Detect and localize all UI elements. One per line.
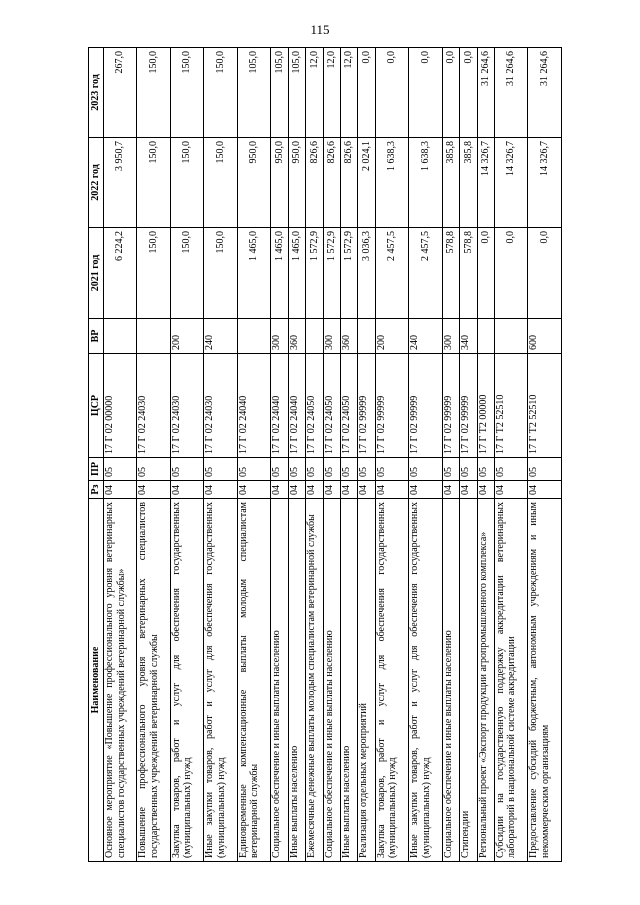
cell-pr: 05: [528, 458, 562, 481]
cell-2021: 1 572,9: [323, 228, 340, 319]
cell-csr: 17 Г 02 99999: [409, 354, 442, 458]
cell-2022: 385,8: [442, 138, 459, 228]
table-row: [104, 48, 137, 862]
cell-2022: 14 326,7: [528, 138, 562, 228]
cell-2021: 150,0: [137, 228, 170, 319]
cell-name: Ежемесячные денежные выплаты молодым специалистам ветеринарной службы: [306, 499, 323, 862]
cell-2023: 150,0: [170, 48, 203, 138]
cell-vr: [494, 319, 527, 354]
cell-vr: 360: [340, 319, 357, 354]
table-row: [204, 48, 237, 862]
cell-2021: 0,0: [494, 228, 527, 319]
cell-rz: 04: [104, 481, 137, 499]
cell-2022: 2 024,1: [358, 138, 375, 228]
header-csr: ЦСР: [89, 354, 104, 458]
cell-name: Субсидии на государственную поддержку аккредитации ветеринарных лабораторий в национальной системе аккредитации: [494, 499, 527, 862]
cell-rz: 04: [477, 481, 494, 499]
cell-2021: 1 465,0: [237, 228, 270, 319]
header-2021: 2021 год: [89, 228, 104, 319]
cell-pr: 05: [375, 458, 408, 481]
cell-csr: 17 Г 02 24050: [340, 354, 357, 458]
cell-2022: 826,6: [340, 138, 357, 228]
table-row: [460, 48, 477, 862]
cell-2022: 150,0: [170, 138, 203, 228]
cell-vr: 200: [375, 319, 408, 354]
cell-name: Региональный проект «Экспорт продукции агропромышленного комплекса»: [477, 499, 494, 862]
page-number: 115: [310, 22, 330, 37]
cell-name: Социальное обеспечение и иные выплаты населению: [442, 499, 459, 862]
cell-2023: 12,0: [340, 48, 357, 138]
cell-2023: 150,0: [137, 48, 170, 138]
table-row: [170, 48, 203, 862]
cell-vr: 340: [460, 319, 477, 354]
cell-pr: 05: [288, 458, 305, 481]
cell-vr: [237, 319, 270, 354]
table-row: [237, 48, 270, 862]
cell-2023: 105,0: [237, 48, 270, 138]
table-row: [442, 48, 459, 862]
cell-2021: 578,8: [460, 228, 477, 319]
cell-name: Закупка товаров, работ и услуг для обеспечения государственных (муниципальных) нужд: [375, 499, 408, 862]
cell-2021: 1 572,9: [306, 228, 323, 319]
cell-vr: 300: [323, 319, 340, 354]
cell-pr: 05: [137, 458, 170, 481]
cell-2021: 0,0: [477, 228, 494, 319]
cell-2022: 1 638,3: [409, 138, 442, 228]
header-2023: 2023 год: [89, 48, 104, 138]
table-row: [288, 48, 305, 862]
cell-vr: [104, 319, 137, 354]
cell-2022: 826,6: [306, 138, 323, 228]
cell-pr: 05: [237, 458, 270, 481]
header-vr: ВР: [89, 319, 104, 354]
cell-2023: 150,0: [204, 48, 237, 138]
cell-2023: 105,0: [288, 48, 305, 138]
table-row: [137, 48, 170, 862]
cell-pr: 05: [271, 458, 288, 481]
cell-rz: 04: [137, 481, 170, 499]
cell-csr: 17 Г 02 99999: [460, 354, 477, 458]
cell-2022: 950,0: [288, 138, 305, 228]
table-row: [340, 48, 357, 862]
header-2022: 2022 год: [89, 138, 104, 228]
cell-vr: 300: [442, 319, 459, 354]
cell-2021: 1 465,0: [288, 228, 305, 319]
cell-rz: 04: [460, 481, 477, 499]
cell-rz: 04: [288, 481, 305, 499]
cell-name: Закупка товаров, работ и услуг для обеспечения государственных (муниципальных) нужд: [170, 499, 203, 862]
cell-name: Стипендии: [460, 499, 477, 862]
cell-2021: 0,0: [528, 228, 562, 319]
cell-2021: 150,0: [170, 228, 203, 319]
header-name: Наименование: [89, 499, 104, 862]
cell-2023: 267,0: [104, 48, 137, 138]
cell-csr: 17 Г 02 24040: [288, 354, 305, 458]
cell-2023: 12,0: [323, 48, 340, 138]
cell-name: Основное мероприятие «Повышение профессионального уровня ветеринарных специалистов государственных учреждений ветеринарной службы»: [104, 499, 137, 862]
cell-rz: 04: [494, 481, 527, 499]
cell-csr: 17 Г Т2 52510: [494, 354, 527, 458]
cell-2023: 0,0: [460, 48, 477, 138]
table-row: [375, 48, 408, 862]
cell-2022: 826,6: [323, 138, 340, 228]
cell-2022: 950,0: [237, 138, 270, 228]
cell-rz: 04: [442, 481, 459, 499]
cell-2021: 578,8: [442, 228, 459, 319]
header-rz: Рз: [89, 481, 104, 499]
cell-rz: 04: [409, 481, 442, 499]
cell-rz: 04: [358, 481, 375, 499]
cell-pr: 05: [477, 458, 494, 481]
cell-2022: 1 638,3: [375, 138, 408, 228]
cell-pr: 05: [409, 458, 442, 481]
cell-vr: 240: [204, 319, 237, 354]
cell-2023: 0,0: [409, 48, 442, 138]
cell-2023: 12,0: [306, 48, 323, 138]
cell-name: Иные выплаты населению: [340, 499, 357, 862]
cell-rz: 04: [528, 481, 562, 499]
cell-2023: 0,0: [358, 48, 375, 138]
cell-pr: 05: [204, 458, 237, 481]
cell-csr: 17 Г 02 24040: [237, 354, 270, 458]
cell-pr: 05: [306, 458, 323, 481]
cell-name: Предоставление субсидий бюджетным, автономным учреждениям и иным некоммерческим организациям: [528, 499, 562, 862]
budget-table: [88, 47, 562, 862]
cell-2021: 1 572,9: [340, 228, 357, 319]
cell-name: Иные закупки товаров, работ и услуг для обеспечения государственных (муниципальных) нужд: [204, 499, 237, 862]
table-row: [358, 48, 375, 862]
cell-csr: 17 Г Т2 00000: [477, 354, 494, 458]
cell-pr: 05: [494, 458, 527, 481]
cell-2023: 31 264,6: [528, 48, 562, 138]
cell-rz: 04: [237, 481, 270, 499]
cell-csr: 17 Г 02 00000: [104, 354, 137, 458]
cell-csr: 17 Г 02 24030: [137, 354, 170, 458]
cell-csr: 17 Г 02 99999: [442, 354, 459, 458]
cell-name: Иные закупки товаров, работ и услуг для обеспечения государственных (муниципальных) нужд: [409, 499, 442, 862]
cell-csr: 17 Г 02 24030: [204, 354, 237, 458]
cell-name: Иные выплаты населению: [288, 499, 305, 862]
cell-2023: 31 264,6: [494, 48, 527, 138]
cell-vr: 600: [528, 319, 562, 354]
cell-2021: 2 457,5: [375, 228, 408, 319]
cell-2023: 0,0: [375, 48, 408, 138]
cell-pr: 05: [358, 458, 375, 481]
cell-vr: 240: [409, 319, 442, 354]
cell-csr: 17 Г 02 24040: [271, 354, 288, 458]
cell-vr: 300: [271, 319, 288, 354]
cell-2022: 14 326,7: [494, 138, 527, 228]
cell-name: Социальное обеспечение и иные выплаты населению: [323, 499, 340, 862]
cell-2022: 150,0: [204, 138, 237, 228]
header-pr: ПР: [89, 458, 104, 481]
table-row: [323, 48, 340, 862]
cell-vr: [477, 319, 494, 354]
cell-2023: 0,0: [442, 48, 459, 138]
cell-rz: 04: [323, 481, 340, 499]
cell-pr: 05: [442, 458, 459, 481]
table-row: [271, 48, 288, 862]
cell-name: Единовременные компенсационные выплаты молодым специалистам ветеринарной службы: [237, 499, 270, 862]
cell-pr: 05: [170, 458, 203, 481]
cell-2023: 31 264,6: [477, 48, 494, 138]
cell-rz: 04: [375, 481, 408, 499]
cell-name: Повышение профессионального уровня ветеринарных специалистов государственных учреждений ветеринарной службы: [137, 499, 170, 862]
cell-csr: 17 Г 02 99999: [358, 354, 375, 458]
cell-rz: 04: [204, 481, 237, 499]
table-row: [409, 48, 442, 862]
cell-pr: 05: [104, 458, 137, 481]
cell-csr: 17 Г Т2 52510: [528, 354, 562, 458]
cell-rz: 04: [271, 481, 288, 499]
cell-csr: 17 Г 02 24050: [323, 354, 340, 458]
cell-name: Реализация отдельных мероприятий: [358, 499, 375, 862]
cell-csr: 17 Г 02 24030: [170, 354, 203, 458]
cell-vr: [137, 319, 170, 354]
cell-2022: 3 950,7: [104, 138, 137, 228]
cell-pr: 05: [340, 458, 357, 481]
cell-name: Социальное обеспечение и иные выплаты населению: [271, 499, 288, 862]
cell-csr: 17 Г 02 24050: [306, 354, 323, 458]
table-header-row: [89, 48, 104, 862]
table-row: [477, 48, 494, 862]
rotated-table-wrapper: [88, 48, 562, 862]
table-row: [306, 48, 323, 862]
cell-2021: 3 036,3: [358, 228, 375, 319]
cell-rz: 04: [340, 481, 357, 499]
cell-vr: 360: [288, 319, 305, 354]
cell-2021: 1 465,0: [271, 228, 288, 319]
cell-2022: 150,0: [137, 138, 170, 228]
cell-vr: [358, 319, 375, 354]
cell-2021: 6 224,2: [104, 228, 137, 319]
table-row: [494, 48, 527, 862]
cell-2023: 105,0: [271, 48, 288, 138]
cell-2022: 14 326,7: [477, 138, 494, 228]
cell-rz: 04: [306, 481, 323, 499]
cell-rz: 04: [170, 481, 203, 499]
cell-2022: 385,8: [460, 138, 477, 228]
cell-pr: 05: [323, 458, 340, 481]
cell-pr: 05: [460, 458, 477, 481]
cell-2021: 150,0: [204, 228, 237, 319]
table-row: [528, 48, 562, 862]
table-body: [104, 48, 562, 862]
cell-vr: [306, 319, 323, 354]
cell-vr: 200: [170, 319, 203, 354]
cell-2021: 2 457,5: [409, 228, 442, 319]
cell-2022: 950,0: [271, 138, 288, 228]
cell-csr: 17 Г 02 99999: [375, 354, 408, 458]
